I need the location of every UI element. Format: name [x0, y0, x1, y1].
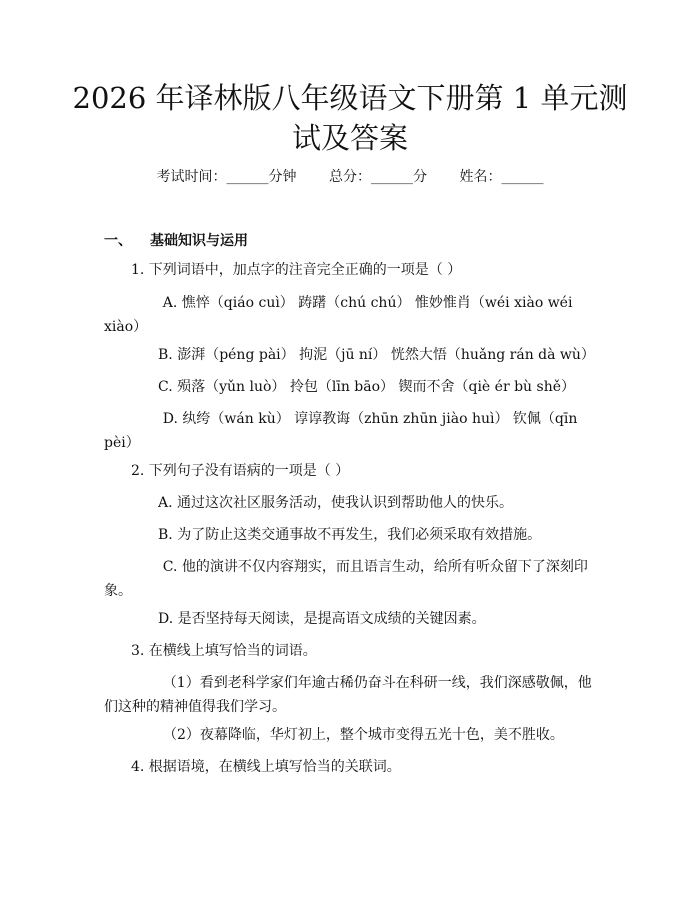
total-score-field: 总分：______分 [329, 169, 427, 185]
question-3-stem: 3. 在横线上填写恰当的词语。 [131, 643, 317, 659]
section-number: 一、 [104, 233, 132, 249]
question-2-option-c: C. 他的演讲不仅内容翔实，而且语言生动，给所有听众留下了深刻印象。 [104, 559, 588, 599]
question-1-stem: 1. 下列词语中，加点字的注音完全正确的一项是（ ） [131, 262, 462, 278]
question-1-option-d: D. 纨绔（wán kù） 谆谆教诲（zhūn zhūn jiào huì） 钦佩（qīn pèi） [104, 411, 578, 451]
section-heading [104, 230, 248, 250]
question-2-option-a: A. 通过这次社区服务活动，使我认识到帮助他人的快乐。 [158, 495, 514, 511]
question-4-stem: 4. 根据语境，在横线上填写恰当的关联词。 [131, 759, 401, 775]
question-1-option-b: B. 澎湃（péng pài） 拘泥（jū ní） 恍然大悟（huǎng rán dà wù） [158, 347, 595, 363]
question-3-item-2: （2）夜幕降临，华灯初上，整个城市变得五光十色，美不胜收。 [163, 727, 564, 743]
question-2-option-d: D. 是否坚持每天阅读，是提高语文成绩的关键因素。 [158, 611, 486, 627]
question-3-item-1: （1）看到老科学家们年逾古稀仍奋斗在科研一线，我们深感敬佩，他们这种的精神值得我们学习。 [104, 675, 592, 715]
name-field: 姓名：______ [459, 169, 544, 185]
question-1-option-a: A. 憔悴（qiáo cuì） 踌躇（chú chú） 惟妙惟肖（wéi xiào wéi xiào） [104, 295, 573, 335]
section-title: 基础知识与运用 [150, 233, 248, 249]
question-2-stem: 2. 下列句子没有语病的一项是（ ） [131, 463, 350, 479]
exam-info-line [0, 167, 700, 187]
document-title: 2026 年译林版八年级语文下册第 1 单元测试及答案 [72, 81, 628, 155]
question-2-option-b: B. 为了防止这类交通事故不再发生，我们必须采取有效措施。 [158, 527, 542, 543]
question-1-option-c: C. 殒落（yǔn luò） 拎包（līn bāo） 锲而不舍（qiè ér bù shě） [158, 379, 576, 395]
exam-time-field: 考试时间：______分钟 [156, 169, 297, 185]
